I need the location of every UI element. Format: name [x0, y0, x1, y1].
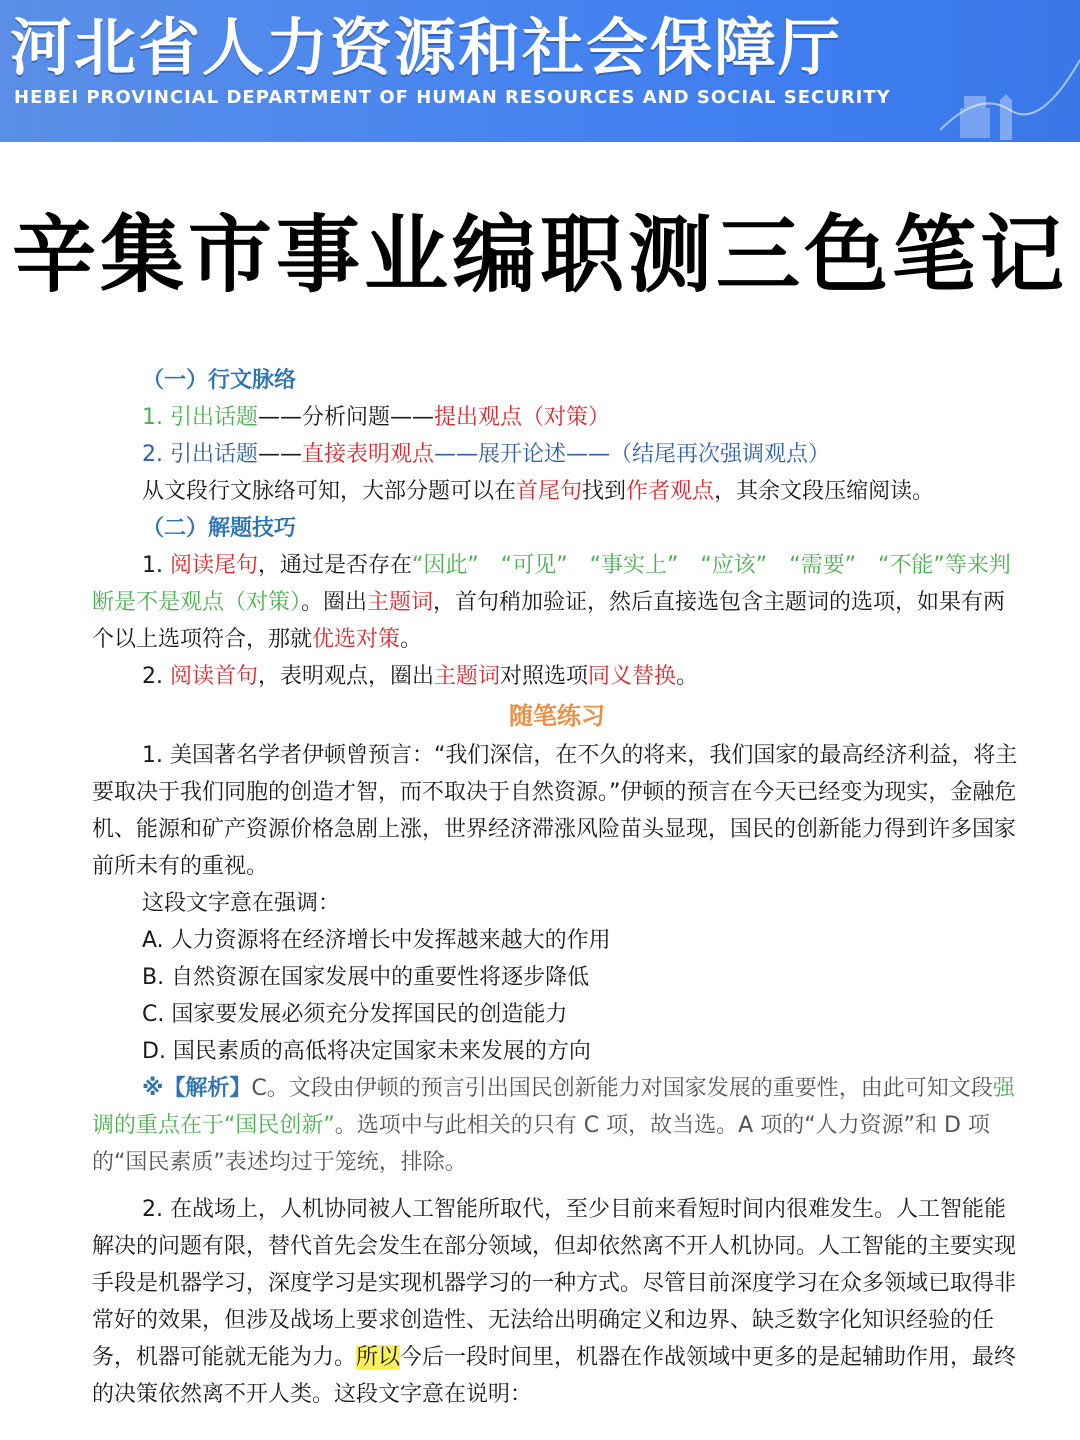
great-wall-icon: [940, 20, 1080, 142]
tip-2: 2. 阅读首句，表明观点，圈出主题词对照选项同义替换。: [142, 664, 699, 689]
flow-line-1: 1. 引出话题——分析问题——提出观点（对策）: [142, 405, 611, 430]
option-c: C. 国家要发展必须充分发挥国民的创造能力: [142, 1002, 568, 1027]
question-1-text: 1. 美国著名学者伊顿曾预言：“我们深信，在不久的将来，我们国家的最高经济利益，将主要取决于我们同胞的创造才智，而不取决于自然资源。”伊顿的预言在今天已经变为现实，金融危机、能源和矿产资源价格急剧上涨，世界经济滞涨风险苗头显现，国民的创新能力得到许多国家前所未有的重视。: [92, 743, 1018, 879]
flow-line-3: 从文段行文脉络可知，大部分题可以在首尾句找到作者观点，其余文段压缩阅读。: [142, 479, 935, 504]
question-2-text: 2. 在战场上，人机协同被人工智能所取代，至少目前来看短时间内很难发生。人工智能能解决的问题有限，替代首先会发生在部分领域，但却依然离不开人机协同。人工智能的主要实现手段是机器学习，深度学习是实现机器学习的一种方式。尽管目前深度学习在众多领域已取得非常好的效果，但涉及战场上要求创造性、无法给出明确定义和边界、缺乏数字化知识经验的任务，机器可能就无能为力。所以今后一段时间里，机器在作战领域中更多的是起辅助作用，最终的决策依然离不开人类。这段文字意在说明：: [92, 1197, 1017, 1407]
banner-subtitle: HEBEI PROVINCIAL DEPARTMENT OF HUMAN RESOURCES AND SOCIAL SECURITY: [14, 87, 891, 108]
question-1-stem: 这段文字意在强调：: [142, 891, 341, 916]
answer-1: ※【解析】C。文段由伊顿的预言引出国民创新能力对国家发展的重要性，由此可知文段强调的重点在于“国民创新”。选项中与此相关的只有 C 项，故当选。A 项的“人力资源”和 D 项的“国民素质”表述均过于笼统，排除。: [92, 1076, 1015, 1175]
practice-heading: 随笔练习: [509, 702, 605, 730]
highlight-mark: 所以: [356, 1345, 401, 1370]
page-title: 辛集市事业编职测三色笔记: [11, 206, 1068, 304]
tip-1: 1. 阅读尾句，通过是否存在“因此” “可见” “事实上” “应该” “需要” “不能”等来判断是不是观点（对策）。圈出主题词，首句稍加验证，然后直接选包含主题词的选项，如果有两个以上选项符合，那就优选对策。: [92, 553, 1011, 652]
section-heading: （一）行文脉络: [142, 368, 297, 393]
option-d: D. 国民素质的高低将决定国家未来发展的方向: [142, 1039, 591, 1064]
option-a: A. 人力资源将在经济增长中发挥越来越大的作用: [142, 928, 611, 953]
option-b: B. 自然资源在国家发展中的重要性将逐步降低: [142, 965, 590, 990]
notes-body: [92, 362, 1022, 1413]
header-banner: [0, 0, 1080, 142]
banner-title: 河北省人力资源和社会保障厅: [10, 11, 843, 84]
section-heading: （二）解题技巧: [142, 516, 297, 541]
flow-line-2: 2. 引出话题——直接表明观点——展开论述——（结尾再次强调观点）: [142, 442, 831, 467]
